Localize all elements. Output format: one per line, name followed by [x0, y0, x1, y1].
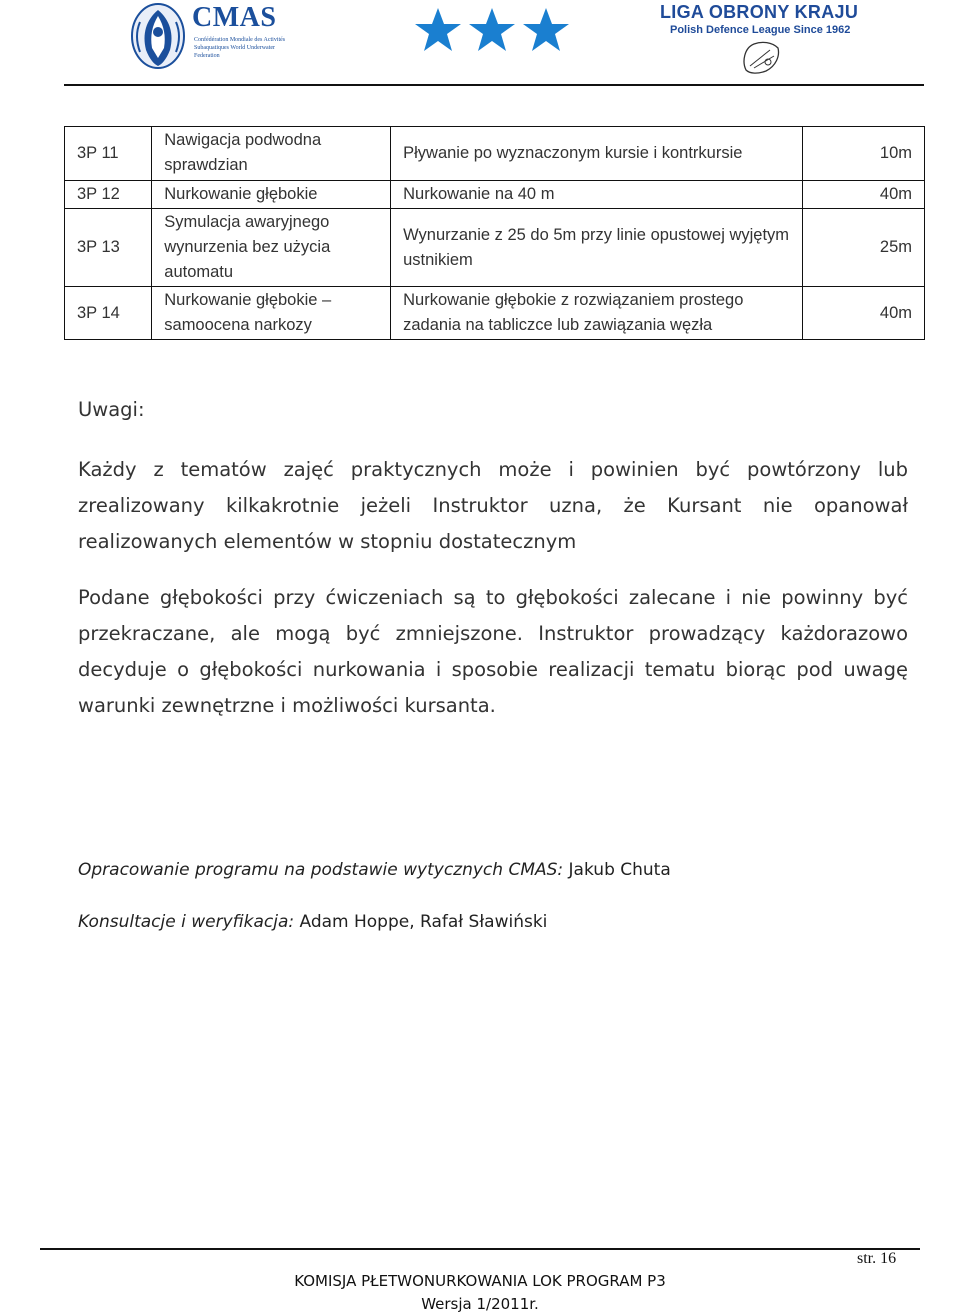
- page-number: str. 16: [857, 1250, 897, 1267]
- cmas-emblem-icon: [128, 2, 188, 72]
- footer-title: KOMISJA PŁETWONURKOWANIA LOK PROGRAM P3: [294, 1272, 666, 1290]
- cmas-wordmark: CMAS: [192, 2, 277, 33]
- lok-stamp-icon: [740, 38, 782, 76]
- table-row: [65, 127, 925, 181]
- row-description: Nurkowanie głębokie z rozwiązaniem prostego zadania na tabliczce lub zawiązania węzła: [391, 287, 803, 340]
- row-code: 3P 14: [65, 287, 152, 340]
- review-names: Adam Hoppe, Rafał Sławiński: [294, 912, 548, 932]
- review-label: Konsultacje i weryfikacja:: [78, 912, 295, 932]
- page-header: [0, 0, 960, 80]
- row-description: Wynurzanie z 25 do 5m przy linie opustowej wyjętym ustnikiem: [391, 209, 803, 287]
- row-code: 3P 12: [65, 181, 152, 209]
- lok-subtitle: Polish Defence League Since 1962: [670, 24, 851, 36]
- notes-paragraph: Każdy z tematów zajęć praktycznych może i powinien być powtórzony lub zrealizowany kilkakrotnie jeżeli Instruktor uzna, że Kursant nie opanował realizowanych elementów w stopniu dostatecznym: [78, 458, 908, 553]
- row-description: Nurkowanie na 40 m: [391, 181, 803, 209]
- notes-section: [78, 396, 908, 717]
- row-name: Symulacja awaryjnego wynurzenia bez użycia automatu: [152, 209, 391, 287]
- author-line: [78, 860, 671, 880]
- footer-rule: [40, 1248, 920, 1250]
- row-depth: 25m: [802, 209, 924, 287]
- table-row: [65, 209, 925, 287]
- notes-paragraph: Podane głębokości przy ćwiczeniach są to głębokości zalecane i nie powinny być przekraczane, ale mogą być zmniejszone. Instruktor prowadzący każdorazowo decyduje o głębokości nurkowania i sposobie realizacji tematu biorąc pod uwagę warunki zewnętrzne i możliwości kursanta.: [78, 586, 908, 717]
- author-name: Jakub Chuta: [563, 860, 671, 880]
- row-description: Pływanie po wyznaczonym kursie i kontrkursie: [391, 127, 803, 181]
- author-label: Opracowanie programu na podstawie wytycznych CMAS:: [78, 860, 564, 880]
- cmas-logo: [128, 0, 288, 74]
- row-code: 3P 11: [65, 127, 152, 181]
- table-row: [65, 287, 925, 340]
- review-line: [78, 912, 547, 932]
- stars-icon: [412, 4, 572, 60]
- row-code: 3P 13: [65, 209, 152, 287]
- row-depth: 10m: [802, 127, 924, 181]
- footer-version: Wersja 1/2011r.: [421, 1295, 539, 1313]
- row-depth: 40m: [802, 181, 924, 209]
- lok-title: LIGA OBRONY KRAJU: [660, 2, 859, 22]
- header-rule: [64, 84, 924, 86]
- program-table: [64, 126, 925, 340]
- notes-title: Uwagi:: [78, 398, 145, 421]
- row-name: Nurkowanie głębokie – samoocena narkozy: [152, 287, 391, 340]
- row-depth: 40m: [802, 287, 924, 340]
- row-name: Nurkowanie głębokie: [152, 181, 391, 209]
- table-row: [65, 181, 925, 209]
- row-name: Nawigacja podwodna sprawdzian: [152, 127, 391, 181]
- cmas-subtitle: Confédération Mondiale des Activités Subaquatiques World Underwater Federation: [194, 37, 286, 59]
